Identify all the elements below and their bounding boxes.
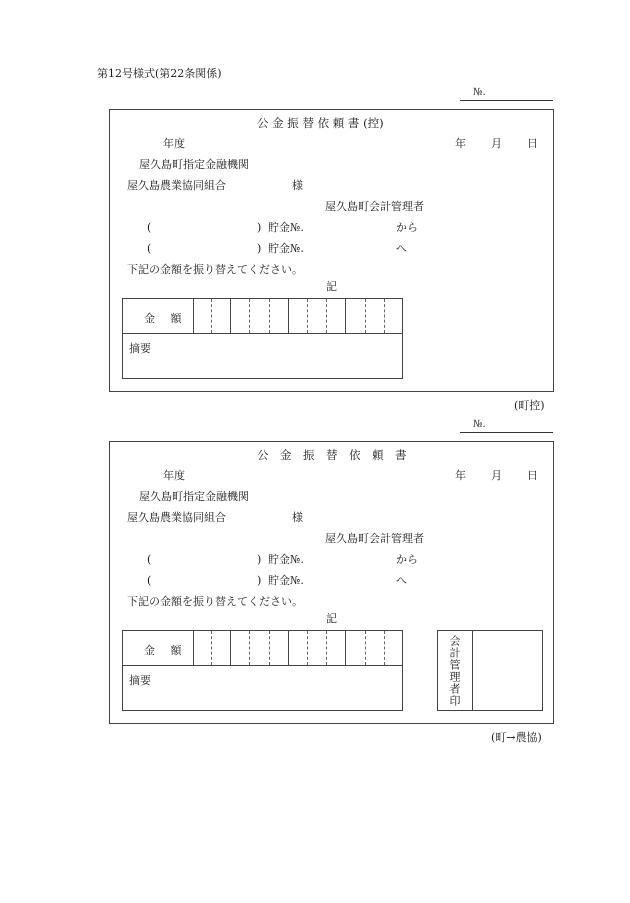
- form2-from-direction: から: [396, 553, 418, 566]
- form1-date-day: 日: [527, 137, 538, 150]
- form1-recipient-line2: 屋久島農業協同組合: [127, 179, 226, 192]
- form2-to-paren-open: (: [147, 574, 152, 587]
- form1-title: 公 金 振 替 依 頼 書 (控): [257, 116, 384, 130]
- form2-from-paren-open: (: [147, 553, 152, 566]
- form1-instruction: 下記の金額を振り替えてください。: [127, 263, 303, 276]
- form2-from-account: 貯金№.: [268, 553, 304, 566]
- form1-sender: 屋久島町会計管理者: [325, 200, 424, 213]
- form2-number-field[interactable]: [460, 418, 553, 433]
- form1-number-field[interactable]: [460, 86, 553, 101]
- form2-amount-label-cell: [123, 631, 194, 665]
- form2-amount-row[interactable]: [123, 631, 402, 666]
- form2-recipient-line1: 屋久島町指定金融機関: [139, 490, 249, 503]
- form1-to-account: 貯金№.: [268, 242, 304, 255]
- form1-fiscal-year: 年度: [163, 137, 185, 150]
- form2-date-day: 日: [527, 469, 538, 482]
- form1-from-paren-open: (: [147, 221, 152, 234]
- form2-date-month: 月: [491, 469, 502, 482]
- form2-footer: (町→農協): [491, 731, 542, 744]
- form-number-heading: 第12号様式(第22条関係): [97, 67, 222, 80]
- form2-seal-box[interactable]: [437, 630, 543, 711]
- form1-from-account: 貯金№.: [268, 221, 304, 234]
- form2-instruction: 下記の金額を振り替えてください。: [127, 595, 303, 608]
- form2-honorific: 様: [292, 511, 303, 524]
- form2-fiscal-year: 年度: [163, 469, 185, 482]
- form1-date-month: 月: [491, 137, 502, 150]
- form1-from-paren-close: ): [257, 221, 262, 234]
- form2-box: [109, 441, 554, 724]
- form1-footer: (町控): [514, 399, 545, 412]
- form2-date-year: 年: [455, 469, 466, 482]
- form2-number-label: №.: [473, 419, 486, 430]
- form2-from-paren-close: ): [257, 553, 262, 566]
- form1-amount-label: 金 額: [144, 312, 188, 325]
- form2-to-account: 貯金№.: [268, 574, 304, 587]
- form2-seal-label: 会計管理者印: [448, 635, 461, 707]
- form2-title: 公 金 振 替 依 頼 書: [257, 448, 407, 462]
- form1-to-paren-close: ): [257, 242, 262, 255]
- form2-to-paren-close: ): [257, 574, 262, 587]
- form1-summary-label: 摘要: [129, 342, 151, 355]
- form1-number-label: №.: [473, 87, 486, 98]
- form1-from-direction: から: [396, 221, 418, 234]
- form1-honorific: 様: [292, 179, 303, 192]
- form2-amount-table: [122, 630, 403, 711]
- form2-sender: 屋久島町会計管理者: [325, 532, 424, 545]
- form2-to-direction: へ: [396, 574, 407, 587]
- form1-to-direction: へ: [396, 242, 407, 255]
- form1-amount-label-cell: [123, 299, 194, 333]
- form2-summary-label: 摘要: [129, 674, 151, 687]
- form2-seal-label-cell: [438, 631, 473, 710]
- form2-recipient-line2: 屋久島農業協同組合: [127, 511, 226, 524]
- form1-amount-table: [122, 298, 403, 379]
- form1-to-paren-open: (: [147, 242, 152, 255]
- form1-recipient-line1: 屋久島町指定金融機関: [139, 158, 249, 171]
- form2-amount-label: 金 額: [144, 644, 188, 657]
- form2-ki: 記: [326, 612, 337, 625]
- form1-date-year: 年: [455, 137, 466, 150]
- form1-ki: 記: [326, 280, 337, 293]
- form1-box: [109, 109, 554, 392]
- form1-amount-row[interactable]: [123, 299, 402, 334]
